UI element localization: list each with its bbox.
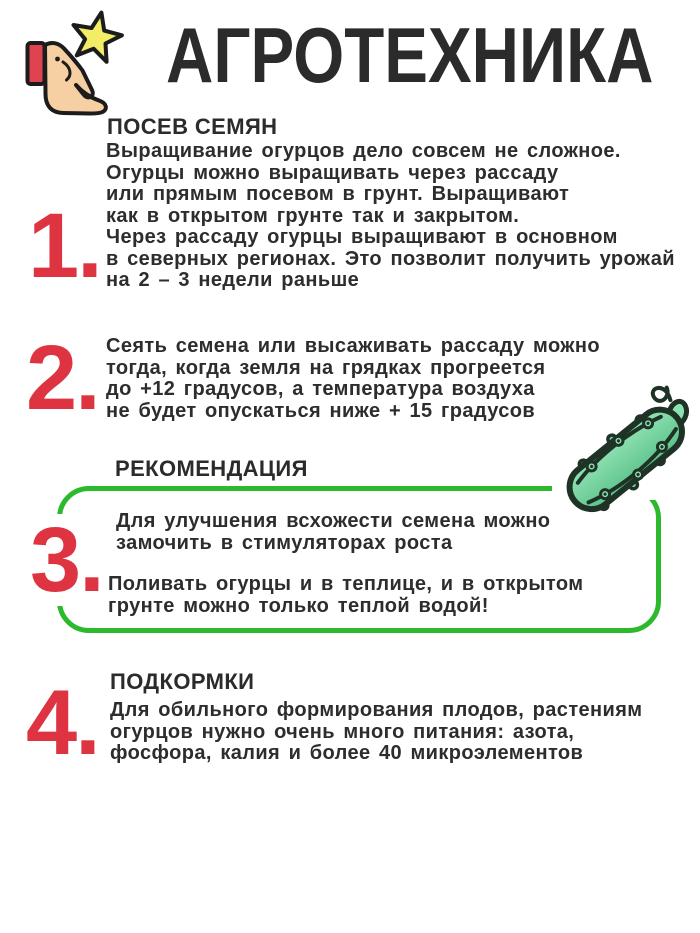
recommendation-text-watering [108,574,583,617]
text-line: замочить в стимуляторах роста [116,531,453,554]
hand-icon [28,43,106,114]
text-line: тогда, когда земля на грядках прогреется [106,356,546,379]
text-line: Для обильного формирования плодов, растениям [110,699,643,721]
text-line: Через рассаду огурцы выращивают в основном [106,226,618,248]
text-line: на 2 – 3 недели раньше [106,269,360,291]
step-number-1: 1. [28,195,101,297]
text-line: как в открытом грунте так и закрытом. [106,204,520,227]
text-line: Поливать огурцы и в теплице, и в открытом [108,573,584,595]
text-line: или прямым посевом в грунт. Выращивают [106,183,570,205]
cucumber-body [552,381,700,523]
section-heading-sowing: ПОСЕВ СЕМЯН [107,114,278,139]
text-line: не будет опускаться ниже + 15 градусов [106,399,536,422]
text-line: до +12 градусов, а температура воздуха [106,378,535,400]
section-heading-feeding: ПОДКОРМКИ [110,669,255,694]
text-line: в северных регионах. Это позволит получить урожай [106,247,675,270]
text-line: грунте можно только теплой водой! [108,594,489,617]
recommendation-text-soaking [116,511,550,554]
step-number-2: 2. [26,327,99,429]
section-heading-recommendation: РЕКОМЕНДАЦИЯ [115,456,308,481]
text-line: фосфора, калия и более 40 микроэлементов [110,742,584,764]
text-line: Сеять семена или высаживать рассаду можно [106,335,600,357]
cucumber-icon [550,382,700,532]
text-line: Выращивание огурцов дело совсем не сложное. [106,140,621,162]
section-text-planting-conditions [106,336,600,422]
text-line: огурцов нужно очень много питания: азота, [110,720,575,743]
step-number-3: 3. [28,514,108,606]
page-title: АГРОТЕХНИКА [166,11,654,99]
section-text-sowing [106,141,675,292]
text-line: Огурцы можно выращивать через рассаду [106,161,559,184]
hand-offering-star-icon [18,6,136,106]
section-text-feeding [110,700,642,765]
step-number-4: 4. [26,672,99,774]
text-line: Для улучшения всхожести семена можно [116,510,551,532]
star-icon [74,13,122,62]
